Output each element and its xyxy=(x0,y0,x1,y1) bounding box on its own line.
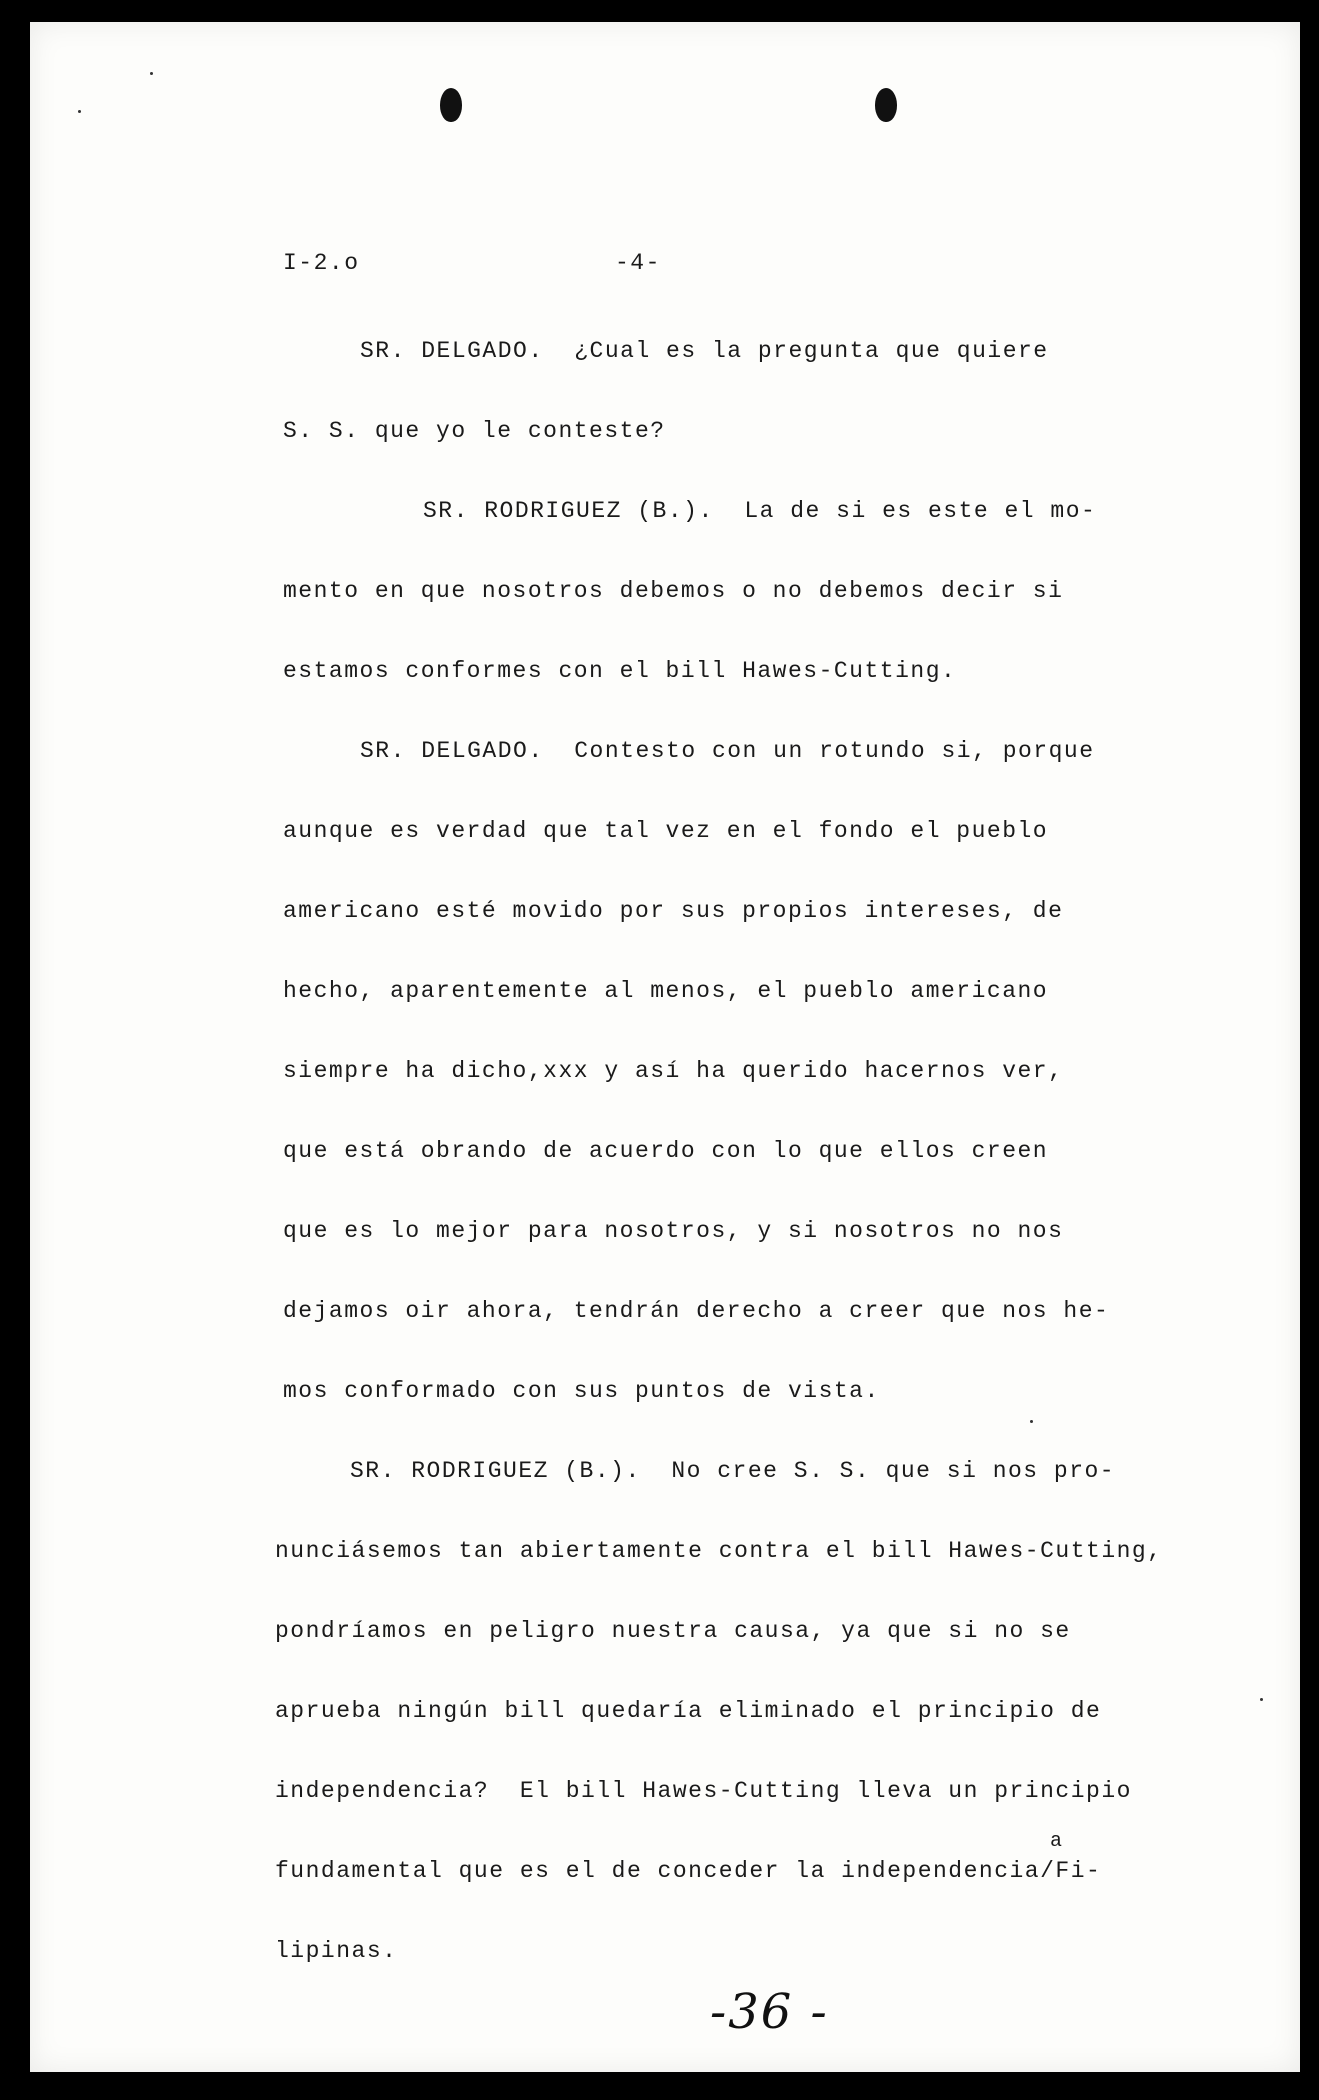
punch-hole xyxy=(440,88,462,122)
text-line: mento en que nosotros debemos o no debemos decir si xyxy=(283,578,1064,604)
punch-hole xyxy=(875,88,897,122)
text-line: siempre ha dicho,xxx y así ha querido hacernos ver, xyxy=(283,1058,1064,1084)
insertion-note: a xyxy=(1050,1830,1063,1853)
text-line: SR. DELGADO. ¿Cual es la pregunta que quiere xyxy=(360,338,1049,364)
text-line: lipinas. xyxy=(275,1938,398,1964)
text-line: fundamental que es el de conceder la independencia/Fi- xyxy=(275,1858,1102,1884)
text-line: estamos conformes con el bill Hawes-Cutting. xyxy=(283,658,957,684)
text-line: dejamos oir ahora, tendrán derecho a creer que nos he- xyxy=(283,1298,1110,1324)
paper-speck xyxy=(150,72,153,75)
text-line: SR. DELGADO. Contesto con un rotundo si, porque xyxy=(360,738,1095,764)
text-line: aunque es verdad que tal vez en el fondo el pueblo xyxy=(283,818,1049,844)
document-page xyxy=(30,22,1300,2072)
paper-speck xyxy=(1260,1698,1263,1701)
document-code: I-2.o xyxy=(283,250,360,276)
text-line: hecho, aparentemente al menos, el pueblo americano xyxy=(283,978,1049,1004)
text-line: SR. RODRIGUEZ (B.). No cree S. S. que si nos pro- xyxy=(350,1458,1116,1484)
paper-speck xyxy=(78,110,81,113)
text-line: mos conformado con sus puntos de vista. xyxy=(283,1378,880,1404)
page-number-typed: -4- xyxy=(615,250,661,276)
text-line: aprueba ningún bill quedaría eliminado el principio de xyxy=(275,1698,1102,1724)
paper-speck xyxy=(1030,1420,1033,1423)
text-line: que es lo mejor para nosotros, y si nosotros no nos xyxy=(283,1218,1064,1244)
handwritten-page-number: -36 - xyxy=(710,1984,829,2040)
text-line: S. S. que yo le conteste? xyxy=(283,418,666,444)
text-line: SR. RODRIGUEZ (B.). La de si es este el mo- xyxy=(423,498,1097,524)
text-line: pondríamos en peligro nuestra causa, ya que si no se xyxy=(275,1618,1071,1644)
text-line: nunciásemos tan abiertamente contra el bill Hawes-Cutting, xyxy=(275,1538,1163,1564)
text-line: americano esté movido por sus propios intereses, de xyxy=(283,898,1064,924)
text-line: independencia? El bill Hawes-Cutting lleva un principio xyxy=(275,1778,1132,1804)
text-line: que está obrando de acuerdo con lo que ellos creen xyxy=(283,1138,1049,1164)
